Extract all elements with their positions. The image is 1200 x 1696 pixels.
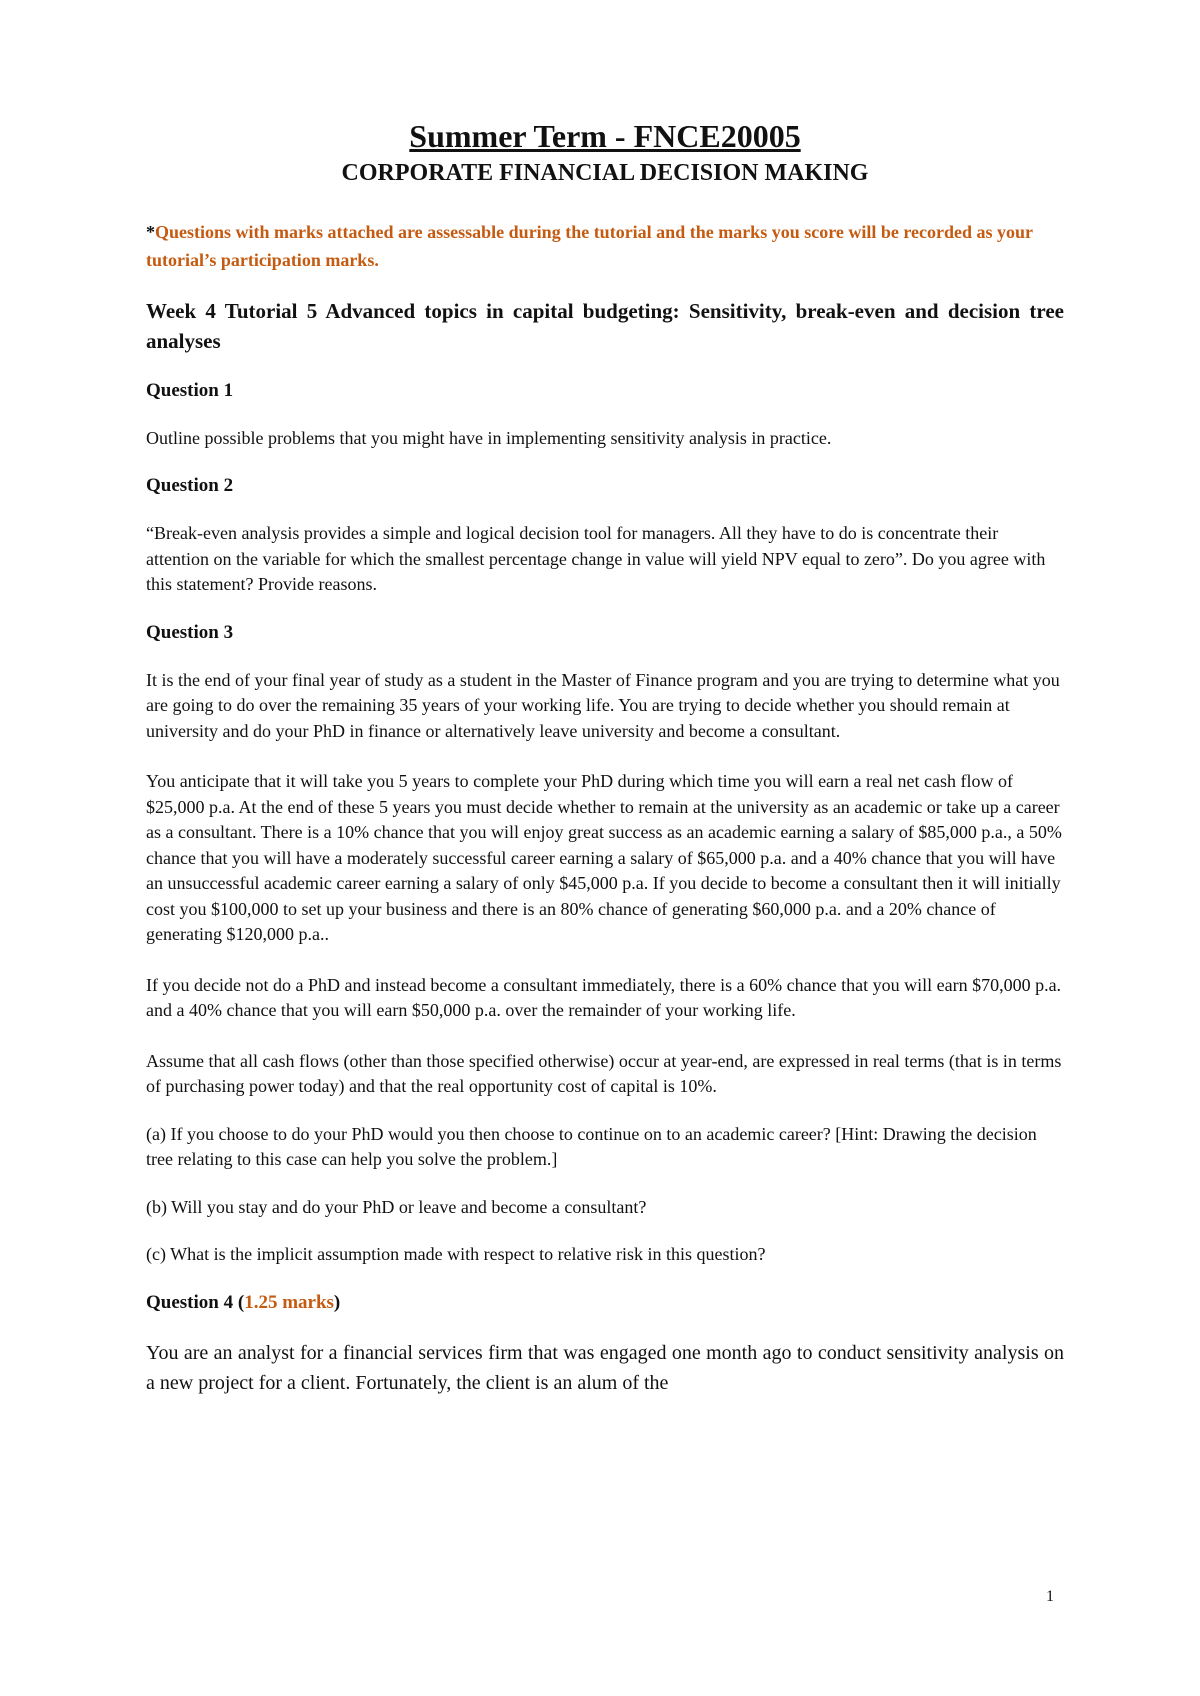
page-number: 1 — [1046, 1588, 1054, 1605]
question-4-heading — [146, 1290, 1064, 1316]
question-3-part-a: (a) If you choose to do your PhD would you then choose to continue on to an academic career? [Hint: Drawing the decision tree relating to this case can help you solve the problem.] — [146, 1123, 1037, 1170]
page-content — [146, 118, 1064, 1398]
question-1-heading: Question 1 — [146, 379, 234, 401]
question-3-heading: Question 3 — [146, 621, 234, 643]
question-1-text: Outline possible problems that you might have in implementing sensitivity analysis in practice. — [146, 427, 832, 448]
question-4-open-paren: ( — [233, 1291, 245, 1313]
question-4-close-paren: ) — [333, 1291, 341, 1313]
question-2-heading: Question 2 — [146, 475, 234, 497]
question-3-part-c: (c) What is the implicit assumption made with respect to relative risk in this question? — [146, 1244, 766, 1265]
question-4-text: You are an analyst for a financial services firm that was engaged one month ago to conduct sensitivity analysis on a new project for a client. Fortunately, the client is an alum of the — [146, 1341, 1064, 1394]
note-text: Questions with marks attached are assessable during the tutorial and the marks you score will be recorded as your tutorial’s participation marks. — [146, 221, 1033, 270]
question-3-paragraph: If you decide not do a PhD and instead become a consultant immediately, there is a 60% chance that you will earn $70,000 p.a. and a 40% chance that you will earn $50,000 p.a. over the remainder of your working life. — [146, 974, 1062, 1021]
question-3-paragraph: It is the end of your final year of study as a student in the Master of Finance program and you are trying to determine what you are going to do over the remaining 35 years of your working life. You are trying to decide whether you should remain at university and do your PhD in finance or alternatively leave university and become a consultant. — [146, 669, 1060, 741]
question-3-paragraph: You anticipate that it will take you 5 years to complete your PhD during which time you will earn a real net cash flow of $25,000 p.a. At the end of these 5 years you must decide whether to remain at the university as an academic or take up a career as a consultant. There is a 10% chance that you will enjoy great success as an academic earning a salary of $85,000 p.a., a 50% chance that you will have a moderately successful career earning a salary of $65,000 p.a. and a 40% chance that you will have an unsuccessful academic career earning a salary of only $45,000 p.a. If you decide to become a consultant then it will initially cost you $100,000 to set up your business and there is an 80% chance of generating $60,000 p.a. and a 20% chance of generating $120,000 p.a.. — [146, 771, 1062, 945]
question-3-part-b: (b) Will you stay and do your PhD or leave and become a consultant? — [146, 1196, 647, 1217]
page-subtitle: CORPORATE FINANCIAL DECISION MAKING — [341, 159, 869, 186]
question-4-label: Question 4 — [146, 1291, 234, 1313]
note-asterisk: * — [146, 221, 155, 242]
page-title: Summer Term - FNCE20005 — [409, 118, 801, 154]
question-2-text: “Break-even analysis provides a simple and logical decision tool for managers. All they have to do is concentrate their attention on the variable for which the smallest percentage change in value will yield NPV equal to zero”. Do you agree with this statement? Provide reasons. — [146, 523, 1046, 595]
assessment-note — [146, 218, 1064, 274]
question-3-paragraph: Assume that all cash flows (other than those specified otherwise) occur at year-end, are expressed in real terms (that is in terms of purchasing power today) and that the real opportunity cost of capital is 10%. — [146, 1050, 1062, 1097]
week-heading: Week 4 Tutorial 5 Advanced topics in capital budgeting: Sensitivity, break-even and decision tree analyses — [146, 298, 1064, 353]
question-4-marks: 1.25 marks — [244, 1291, 334, 1313]
